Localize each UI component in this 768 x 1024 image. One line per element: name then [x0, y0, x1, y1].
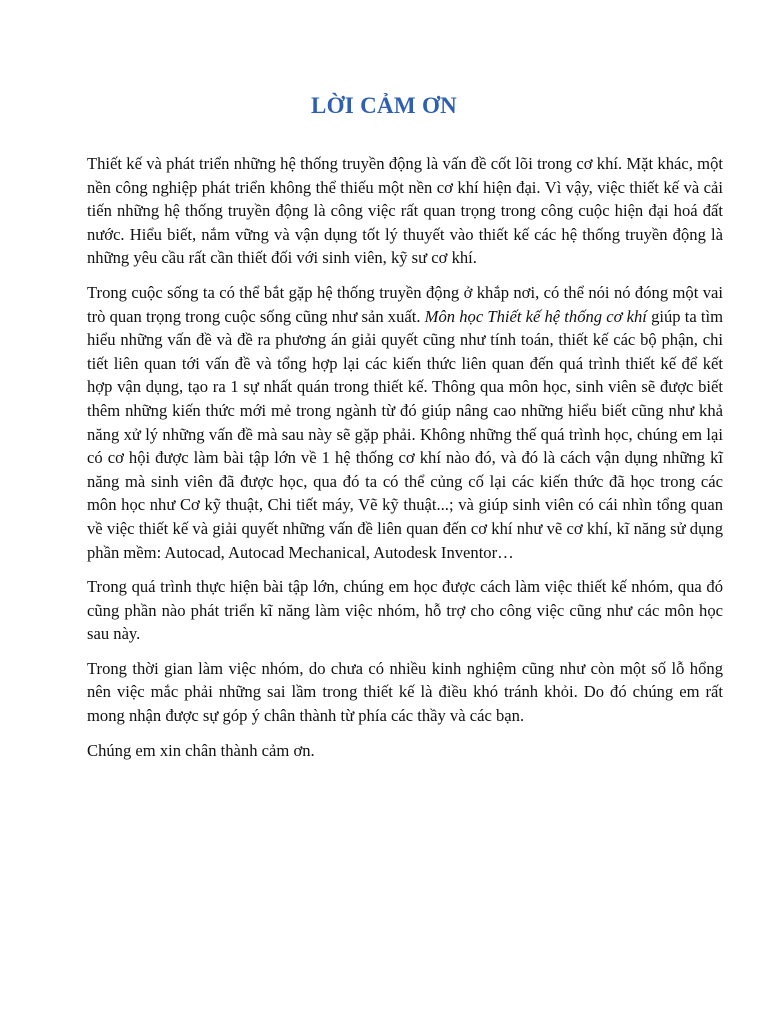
paragraph-2-intro: Trong cuộc sống ta có thể bắt gặp hệ thống truyền động ở khắp nơi, có thể nói nó đóng một vai trò quan trọng trong cuộc sống cũng như sản xuất. — [87, 282, 723, 326]
paragraph-1: Thiết kế và phát triển những hệ thống truyền động là vấn đề cốt lõi trong cơ khí. Mặt khác, một nền công nghiệp phát triển không thể thiếu một nền cơ khí hiện đại. Vì vậy, việc thiết kế và cải tiến những hệ thống truyền động là công việc rất quan trọng trong công cuộc hiện đại hoá đất nước. Hiểu biết, nắm vững và vận dụng tốt lý thuyết vào thiết kế các hệ thống truyền động là những yêu cầu rất cần thiết đối với sinh viên, kỹ sư cơ khí. — [87, 154, 723, 268]
paragraph-2-rest: giúp ta tìm hiểu những vấn đề và đề ra phương án giải quyết cũng như tính toán, thiết kế các bộ phận, chi tiết liên quan tới vấn đề và tổng hợp lại các kiến thức liên quan đến quá trình thiết kế để kết hợp vận dụng, tạo ra 1 sự nhất quán trong thiết kế. Thông qua môn học, sinh viên sẽ được biết thêm những kiến thức mới mẻ trong ngành từ đó giúp nâng cao những hiểu biết cũng như khả năng xử lý những vấn đề mà sau này sẽ gặp phải. Không những thế quá trình học, chúng em lại có cơ hội được làm bài tập lớn về 1 hệ thống cơ khí nào đó, và đó là cách vận dụng những kĩ năng mà sinh viên đã được học, qua đó ta có thể củng cố lại các kiến thức đã học trong các môn học như Cơ kỹ thuật, Chi tiết máy, Vẽ kỹ thuật...; và giúp sinh viên có cái nhìn tổng quan về việc thiết kế và giải quyết những vấn đề liên quan đến cơ khí như vẽ cơ khí, kĩ năng sử dụng phần mềm: Autocad, Autocad Mechanical, Autodesk Inventor… — [87, 306, 723, 562]
closing-line: Chúng em xin chân thành cảm ơn. — [87, 740, 315, 760]
course-name: Môn học Thiết kế hệ thống cơ khí — [424, 306, 647, 326]
page-title: LỜI CẢM ƠN — [310, 93, 458, 118]
paragraph-4: Trong thời gian làm việc nhóm, do chưa có nhiều kinh nghiệm cũng như còn một số lỗ hổng nên việc mắc phải những sai lầm trong thiết kế là điều khó tránh khỏi. Do đó chúng em rất mong nhận được sự góp ý chân thành từ phía các thầy và các bạn. — [87, 658, 723, 726]
paragraph-2 — [87, 281, 723, 564]
document-body — [87, 152, 723, 773]
paragraph-3: Trong quá trình thực hiện bài tập lớn, chúng em học được cách làm việc thiết kế nhóm, qua đó cũng phần nào phát triển kĩ năng làm việc nhóm, hỗ trợ cho công việc cũng như các môn học sau này. — [87, 577, 723, 644]
